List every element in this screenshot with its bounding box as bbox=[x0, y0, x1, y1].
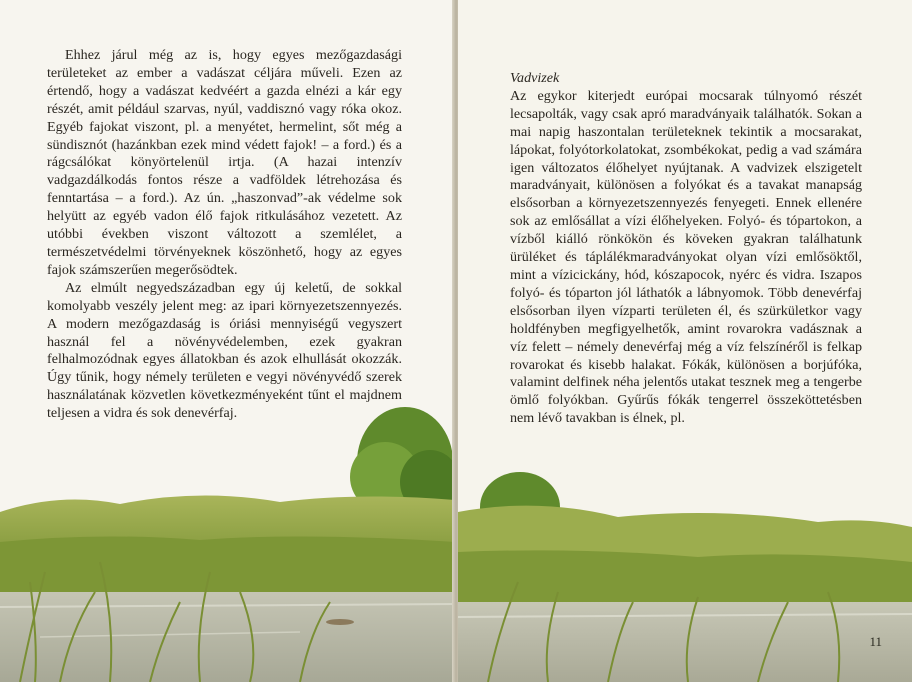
left-paragraph-1: Ehhez járul még az is, hogy egyes mezőgazdasági területeket az ember a vadászat céljára műveli. Ezen az értendő, hogy a vadászat kedvéért a gazda elnézi a kár egy részét, amit például szarvas, nyúl, vaddisznó vagy róka okoz. Egyéb fajokat viszont, pl. a menyétet, hermelint, sőt még a sündisznót (hazánkban ezek mind védett fajok! – a ford.) és a rágcsálókat könyörtelenül irtja. (A hazai intenzív vadgazdálkodás fontos része a vadföldek létrehozása és fenntartása – a ford.). Az ún. „haszonvad”-ak védelme sok helyütt az egyéb vadon élő fajok ritkulásához vezetett. Az utóbbi években viszont változott a szemlélet, a természetvédelmi törvényeknek köszönhető, hogy az egyes fajok számszerűen megerősödtek. bbox=[47, 47, 402, 278]
left-wetland-illustration bbox=[0, 392, 455, 682]
right-wetland-illustration bbox=[458, 452, 912, 682]
right-paragraph: Az egykor kiterjedt európai mocsarak túlnyomó részét lecsapolták, vagy csak apró maradványaik találhatók. Sokan a mai napig haszontalan területeknek tekintik a mocsarakat, lápokat, folyótorkolatokat, zsombékokat, pedig a vad számára igen változatos élőhelyet nyújtanak. A vadvizek elszigetelt maradványait, különösen a folyókat és a tavakat manapság elsősorban a környezetszennyezés fenyegeti. Ennek ellenére sok az emlősállat a vízi élőhelyeken. Folyó- és tópartokon, a vízből kiálló rönkökön és köveken gyakran találhatunk ürüléket és táplálékmaradványokat olyan vízi emlősöktől, mint a vízicickány, hód, kószapocok, nyérc és vidra. Iszapos folyó- és tóparton jól láthatók a lábnyomok. Több denevérfaj elsősorban ilyen vízparti területen él, és szürkületkor vagy holdfényben megfigyelhetők, amint rovarokra vadásznak a víz felett – némely denevérfaj még a víz felszínéről is felkap rovarokat és kisebb halakat. Fókák, különösen a borjúfóka, valamint delfinek néha jelentős utakat tesznek meg a tengerbe ömlő folyókban. Gyűrűs fókák tengerrel összeköttetésben nem lévő tavakban is élnek, pl. bbox=[510, 87, 862, 427]
right-page-text bbox=[510, 70, 862, 428]
left-page bbox=[0, 0, 455, 682]
section-heading: Vadvizek bbox=[510, 70, 560, 86]
page-number: 11 bbox=[869, 634, 882, 649]
left-page-text bbox=[47, 47, 402, 423]
left-paragraph-2: Az elmúlt negyedszázadban egy új keletű, de sokkal komolyabb veszély jelent meg: az ipari környezetszennyezés. A modern mezőgazdaság is óriási mennyiségű vegyszert használ fel a növényvédelemben, ezek gyakran felhalmozódnak egyes állatokban és azok elhullását okozzák. Úgy tűnik, hogy némely területen e vegyi növényvédő szerek használatának közvetlen következményeként tűnt el majdnem teljesen a vidra és sok denevérfaj. bbox=[47, 279, 402, 422]
right-page bbox=[458, 0, 912, 682]
